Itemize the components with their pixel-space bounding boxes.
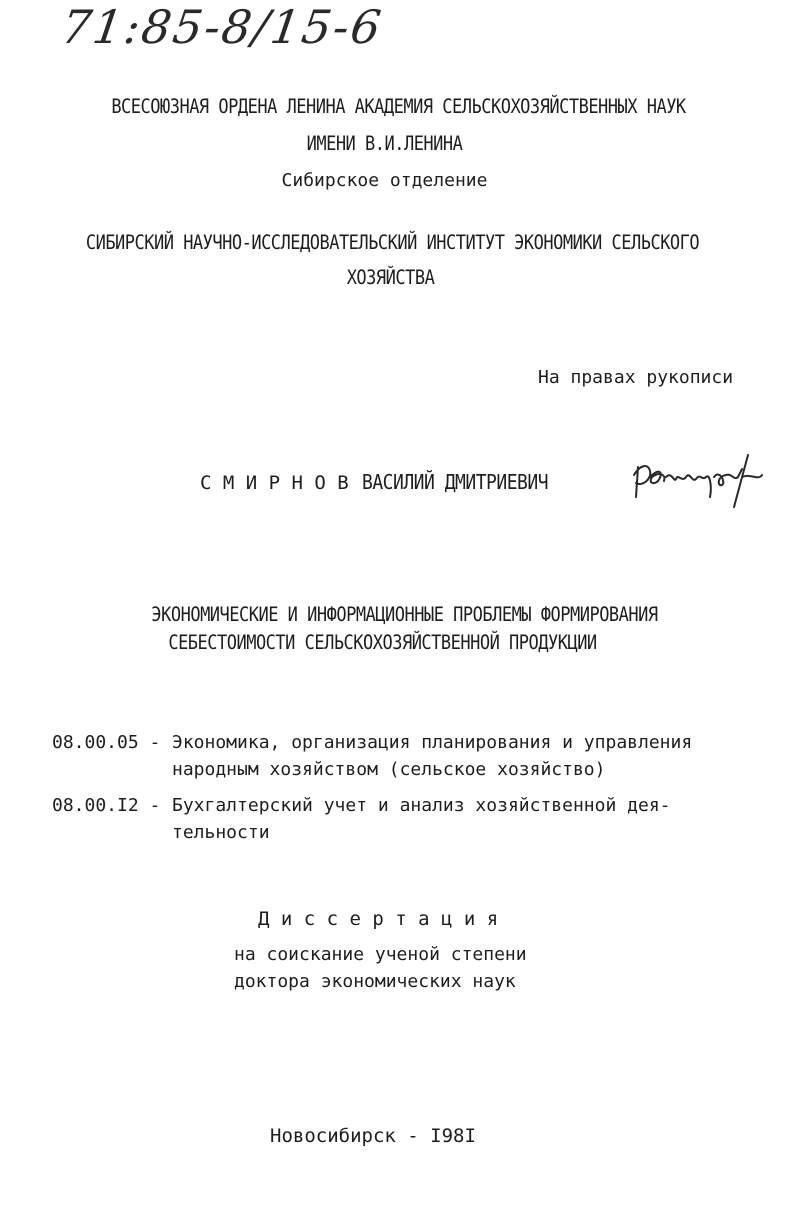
place-year: Новосибирск - I98I bbox=[270, 1125, 476, 1147]
specialty-name-1-cont: народным хозяйством (сельское хозяйство) bbox=[172, 759, 606, 780]
title-line1: ЭКОНОМИЧЕСКИЕ И ИНФОРМАЦИОННЫЕ ПРОБЛЕМЫ ФОРМИРОВАНИЯ bbox=[151, 603, 658, 627]
author-surname: С М И Р Н О В bbox=[200, 472, 349, 494]
archive-code: 71:85-8/15-6 bbox=[58, 0, 387, 54]
academy-name: ВСЕСОЮЗНАЯ ОРДЕНА ЛЕНИНА АКАДЕМИЯ СЕЛЬСКОХОЗЯЙСТВЕННЫХ НАУК bbox=[111, 95, 686, 119]
institute-name: СИБИРСКИЙ НАУЧНО-ИССЛЕДОВАТЕЛЬСКИЙ ИНСТИТУТ ЭКОНОМИКИ СЕЛЬСКОГО bbox=[85, 231, 700, 255]
dissertation-heading: Д и с с е р т а ц и я bbox=[258, 908, 499, 930]
degree-line1: на соискание ученой степени bbox=[234, 944, 527, 965]
rights-note: На правах рукописи bbox=[538, 367, 734, 388]
institute-name-line2: ХОЗЯЙСТВА bbox=[346, 266, 435, 290]
specialty-name-2: Бухгалтерский учет и анализ хозяйственной дея- bbox=[172, 795, 671, 816]
academy-name-line2: ИМЕНИ В.И.ЛЕНИНА bbox=[306, 132, 463, 156]
author-signature bbox=[630, 447, 770, 517]
degree-line2: доктора экономических наук bbox=[234, 971, 516, 992]
specialty-code-2: 08.00.I2 - bbox=[52, 795, 161, 816]
branch-name: Сибирское отделение bbox=[281, 170, 488, 191]
specialty-code-1: 08.00.05 - bbox=[52, 732, 161, 753]
specialty-name-1: Экономика, организация планирования и управления bbox=[172, 732, 693, 753]
specialty-name-2-cont: тельности bbox=[172, 822, 270, 843]
author-given-names: ВАСИЛИЙ ДМИТРИЕВИЧ bbox=[362, 470, 549, 495]
title-line2: СЕБЕСТОИМОСТИ СЕЛЬСКОХОЗЯЙСТВЕННОЙ ПРОДУКЦИИ bbox=[168, 631, 597, 655]
